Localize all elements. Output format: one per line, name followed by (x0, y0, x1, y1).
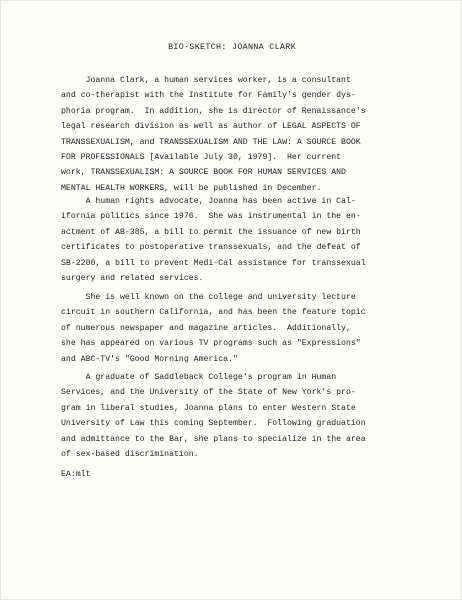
paragraph-lecture-circuit: She is well known on the college and university lecture circuit in southern California, and has been the feature topic of numerous newspaper and magazine articles. Additionally, she has appeared on various TV programs such as "Expressions" and ABC-TV's "Good Morning America." (61, 293, 366, 364)
document-title: BIO-SKETCH: JOANNA CLARK (168, 42, 296, 52)
paragraph-consultant-role: Joanna Clark, a human services worker, is a consultant and co-therapist with the Institute for Family's gender dys- phoria program. In addition, she is director of Renaissance's legal research division as well as author of LEGAL ASPECTS OF TRANSSEXUALISM, and TRANSSEXUALISM AND THE LAW: A SOURCE BOOK FOR PROFESSIONALS [Available July 30, 1979]. Her current work, TRANSSEXUALISM: A SOURCE BOOK FOR HUMAN SERVICES AND MENTAL HEALTH WORKERS, will be published in December. (61, 76, 366, 193)
typist-initials: EA:mlt (61, 470, 91, 479)
paragraph-human-rights-advocacy: A human rights advocate, Joanna has been active in Cal- ifornia politics since 1976. She was instrumental in the en- actment of AB-385, a bill to permit the issuance of new birth certificates to postoperative transsexuals, and the defeat of SB-2200, a bill to prevent Medi-Cal assistance for transsexual surgery and related services. (61, 197, 366, 284)
paragraph-education: A graduate of Saddleback College's program in Human Services, and the University of the State of New York's pro- gram in liberal studies, Joanna plans to enter Western State University of Law this coming September. Following graduation and admittance to the Bar, she plans to specialize in the area of sex-based discrimination. (61, 373, 366, 460)
